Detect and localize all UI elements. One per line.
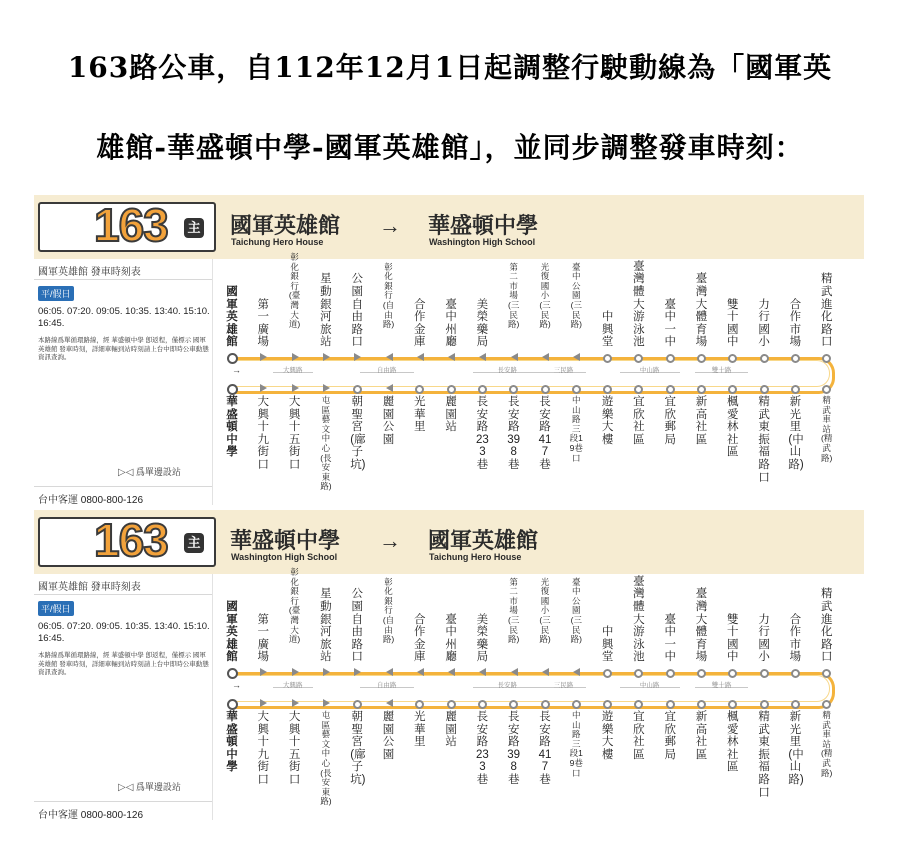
direction-marker-icon <box>511 668 518 676</box>
stop-name-top: 精武進化路口 <box>820 273 833 349</box>
stop-marker <box>760 700 769 709</box>
road-label: 三民路 <box>553 682 574 689</box>
operator-phone: 台中客運 0800-800-126 <box>38 810 144 821</box>
direction-marker-icon <box>354 353 361 361</box>
direction-marker-icon <box>260 668 267 676</box>
day-type-badge: 平/假日 <box>38 601 74 616</box>
stop-name-bottom: 華盛頓中學 <box>226 396 238 459</box>
stop-name-top: 合作市場 <box>789 613 802 664</box>
direction-marker-icon <box>386 699 393 707</box>
one-side-stop-icon: ▷◁ <box>118 782 134 793</box>
direction-marker-icon <box>479 668 486 676</box>
departure-times: 06:05. 07:20. 09:05. 10:35. 13:40. 15:10. 16:45. <box>38 621 210 644</box>
stop-name-bottom: 宜欣社區 <box>633 711 645 761</box>
stop-name-bottom: 新光里(中山路) <box>788 711 804 786</box>
stop-marker <box>697 669 706 678</box>
stop-name-bottom: 朝聖宮(廍子坑) <box>350 396 366 471</box>
stop-name-bottom: 大興十九街口 <box>257 711 270 786</box>
headline-line-1: 163路公車，自112年12月1日起調整行駛動線為「國軍英 <box>67 51 833 84</box>
stop-name-bottom: 遊樂大樓 <box>601 711 614 761</box>
stop-marker <box>603 354 612 363</box>
stop-marker <box>603 700 612 709</box>
direction-to-en: Washington High School <box>429 237 536 247</box>
stop-name-top: 雙十國中 <box>727 613 739 664</box>
stop-name-top: 第一廣場 <box>257 298 270 349</box>
stop-marker <box>697 700 706 709</box>
direction-to-en: Taichung Hero House <box>429 552 522 562</box>
stop-marker <box>478 385 487 394</box>
stop-name-bottom: 大興十九街口 <box>257 396 270 471</box>
stop-marker <box>822 385 831 394</box>
operator-footer <box>34 486 212 506</box>
stop-marker <box>822 669 831 678</box>
stop-name-bottom: 精武車站(精武路) <box>821 710 833 778</box>
stop-marker <box>791 669 800 678</box>
divider <box>34 594 212 595</box>
stop-marker <box>791 385 800 394</box>
start-arrow-icon: → <box>232 680 241 690</box>
direction-marker-icon <box>479 353 486 361</box>
direction-marker-icon <box>323 384 330 392</box>
stop-name-top: 第二市場(三民路) <box>508 576 520 645</box>
stop-name-bottom: 大興十五街口 <box>288 396 301 471</box>
stop-name-bottom: 大興十五街口 <box>288 711 301 786</box>
timetable-title: 國軍英雄館 發車時刻表 <box>38 267 141 278</box>
legend-label: 爲單邊設站 <box>135 467 181 477</box>
route-note: 本路線爲單循環路線，經 華盛頓中學 卽返程，僅標示 國軍英雄館 發車時刻，詳細車輛到站時刻請上台中即時公車動態資訊查詢。 <box>38 337 209 361</box>
stop-name-bottom: 長安路417巷 <box>538 711 552 786</box>
stop-marker <box>728 669 737 678</box>
stop-name-bottom: 精武車站(精武路) <box>821 395 833 463</box>
stop-name-top: 合作市場 <box>789 298 802 349</box>
stop-name-bottom: 朝聖宮(廍子坑) <box>350 711 366 786</box>
route-line-inner <box>232 360 830 387</box>
road-label: 雙十路 <box>711 682 732 689</box>
road-label: 長安路 <box>497 367 517 374</box>
road-label: 自由路 <box>376 682 397 689</box>
stop-name-top: 光復國小(三民路) <box>539 261 551 330</box>
stop-name-bottom: 長安路233巷 <box>475 711 489 786</box>
stop-marker <box>822 700 831 709</box>
stop-marker <box>634 700 643 709</box>
stop-marker <box>634 354 643 363</box>
stop-marker <box>728 700 737 709</box>
stop-name-top: 臺中州廳 <box>445 298 457 349</box>
stop-marker <box>227 699 238 710</box>
road-label: 雙十路 <box>711 367 732 374</box>
route-map <box>222 252 864 505</box>
stop-name-bottom: 精武東振福路口 <box>758 711 770 799</box>
timetable-column <box>34 574 213 820</box>
direction-marker-icon <box>573 668 580 676</box>
stop-marker <box>415 385 424 394</box>
stop-name-bottom: 華盛頓中學 <box>226 711 238 774</box>
stop-name-top: 公園自由路口 <box>351 273 363 349</box>
route-header <box>34 195 864 259</box>
stop-marker <box>603 385 612 394</box>
stop-marker <box>728 354 737 363</box>
route-line-inner <box>232 675 830 702</box>
timetable-column <box>34 259 213 505</box>
main-line-badge: 主 <box>184 218 204 238</box>
road-label: 長安路 <box>497 682 517 689</box>
direction-marker-icon <box>260 353 267 361</box>
day-type-badge: 平/假日 <box>38 286 74 301</box>
stop-marker <box>227 668 238 679</box>
stop-name-top: 臺中公園(三民路) <box>570 261 582 330</box>
stop-name-top: 彰化銀行(自由路) <box>382 576 395 645</box>
direction-to: 國軍英雄館 <box>428 528 539 553</box>
stop-name-bottom: 長安路398巷 <box>507 711 521 786</box>
stop-name-top: 合作金庫 <box>414 298 426 349</box>
stop-name-top: 彰化銀行(臺灣大道) <box>288 252 301 330</box>
legend <box>118 780 181 793</box>
stop-marker <box>353 385 362 394</box>
stop-name-top: 星動銀河旅站 <box>320 273 332 349</box>
stop-name-top: 美榮藥局 <box>476 298 489 349</box>
stop-name-top: 力行國小 <box>758 298 770 349</box>
direction-marker-icon <box>260 699 267 707</box>
direction-marker-icon <box>417 353 424 361</box>
direction-marker-icon <box>292 668 299 676</box>
road-label: 大興路 <box>283 682 303 689</box>
stop-name-bottom: 宜欣社區 <box>633 396 645 446</box>
stop-marker <box>415 700 424 709</box>
direction-marker-icon <box>542 668 549 676</box>
direction-marker-icon <box>292 384 299 392</box>
stop-marker <box>634 385 643 394</box>
divider <box>34 279 212 280</box>
direction-marker-icon <box>511 353 518 361</box>
stop-marker <box>697 385 706 394</box>
departure-times: 06:05. 07:20. 09:05. 10:35. 13:40. 15:10. 16:45. <box>38 306 210 329</box>
stop-marker <box>227 384 238 395</box>
stop-name-top: 臺灣大體育場 <box>695 273 708 349</box>
stop-marker <box>697 354 706 363</box>
route-panel-return <box>34 510 864 822</box>
direction-marker-icon <box>323 699 330 707</box>
route-note: 本路線爲單循環路線，經 華盛頓中學 卽返程，僅標示 國軍英雄館 發車時刻，詳細車輛到站時刻請上台中即時公車動態資訊查詢。 <box>38 652 209 676</box>
direction-marker-icon <box>386 384 393 392</box>
stop-name-bottom: 光華里 <box>414 711 426 749</box>
one-side-stop-icon: ▷◁ <box>118 467 134 478</box>
stop-marker <box>541 700 550 709</box>
stop-name-top: 臺中公園(三民路) <box>570 576 582 645</box>
direction-marker-icon <box>448 353 455 361</box>
route-number: 163 <box>94 514 168 566</box>
stop-marker <box>447 385 456 394</box>
legend-label: 爲單邊設站 <box>135 782 181 792</box>
stop-name-bottom: 屯區藝文中心(長安東路) <box>320 395 332 492</box>
direction-from-en: Taichung Hero House <box>231 237 324 247</box>
stop-marker <box>353 700 362 709</box>
stop-name-bottom: 長安路417巷 <box>538 396 552 471</box>
direction-marker-icon <box>417 668 424 676</box>
stop-name-bottom: 麗園站 <box>445 711 457 749</box>
legend <box>118 465 181 478</box>
stop-name-bottom: 中山路三段19巷口 <box>569 395 583 463</box>
stop-name-top: 臺中一中 <box>664 613 676 664</box>
direction-from-en: Washington High School <box>231 552 338 562</box>
road-label: 三民路 <box>553 367 574 374</box>
stop-marker <box>666 354 675 363</box>
stop-marker <box>791 700 800 709</box>
road-label: 大興路 <box>283 367 303 374</box>
stop-marker <box>666 700 675 709</box>
direction-marker-icon <box>292 699 299 707</box>
operator-footer <box>34 801 212 821</box>
stop-name-top: 光復國小(三民路) <box>539 576 551 645</box>
stop-marker <box>760 385 769 394</box>
operator-phone: 台中客運 0800-800-126 <box>38 495 144 506</box>
stop-name-bottom: 中山路三段19巷口 <box>569 710 583 778</box>
stop-marker <box>791 354 800 363</box>
stop-name-bottom: 楓愛林社區 <box>727 396 739 459</box>
start-arrow-icon: → <box>232 365 241 375</box>
route-number: 163 <box>94 199 168 251</box>
direction-marker-icon <box>542 353 549 361</box>
stop-name-bottom: 長安路398巷 <box>507 396 521 471</box>
main-line-badge: 主 <box>184 533 204 553</box>
stop-name-top: 雙十國中 <box>727 298 739 349</box>
direction-marker-icon <box>573 353 580 361</box>
stop-marker <box>572 700 581 709</box>
stop-name-top: 臺灣體大游泳池 <box>633 575 645 664</box>
stop-name-top: 臺灣大體育場 <box>695 588 708 664</box>
stop-name-top: 星動銀河旅站 <box>320 588 332 664</box>
stop-name-bottom: 光華里 <box>414 396 426 434</box>
stop-marker <box>822 354 831 363</box>
direction-marker-icon <box>448 668 455 676</box>
direction-marker-icon <box>354 668 361 676</box>
headline-line-2: 雄館-華盛頓中學-國軍英雄館」，並同步調整發車時刻： <box>96 131 804 164</box>
stop-name-top: 彰化銀行(臺灣大道) <box>288 567 301 645</box>
stop-name-bottom: 麗園公園 <box>382 711 395 761</box>
stop-name-top: 合作金庫 <box>414 613 426 664</box>
direction-arrow-icon: → <box>379 528 401 553</box>
stop-marker <box>509 700 518 709</box>
route-header <box>34 510 864 574</box>
stop-name-top: 國軍英雄館 <box>226 601 238 664</box>
stop-name-bottom: 長安路233巷 <box>475 396 489 471</box>
route-number-box <box>38 199 216 252</box>
stop-name-top: 彰化銀行(自由路) <box>382 261 395 330</box>
stop-name-bottom: 麗園公園 <box>382 396 395 446</box>
route-number-box <box>38 514 216 567</box>
direction-marker-icon <box>260 384 267 392</box>
direction-arrow-icon: → <box>379 213 401 238</box>
timetable-title: 國軍英雄館 發車時刻表 <box>38 582 141 593</box>
road-label: 中山路 <box>639 367 660 374</box>
stop-name-top: 中興堂 <box>601 626 614 664</box>
direction-marker-icon <box>386 353 393 361</box>
stop-marker <box>509 385 518 394</box>
stop-marker <box>728 385 737 394</box>
stop-marker <box>760 669 769 678</box>
stop-marker <box>666 669 675 678</box>
stop-marker <box>572 385 581 394</box>
stop-marker <box>227 353 238 364</box>
direction-to: 華盛頓中學 <box>428 213 539 238</box>
stop-name-bottom: 新高社區 <box>695 396 708 446</box>
stop-name-bottom: 新高社區 <box>695 711 708 761</box>
stop-name-top: 精武進化路口 <box>820 588 833 664</box>
road-label: 中山路 <box>639 682 660 689</box>
stop-name-bottom: 宜欣郵局 <box>664 711 676 761</box>
stop-name-top: 臺中一中 <box>664 298 676 349</box>
stop-name-top: 力行國小 <box>758 613 770 664</box>
direction-marker-icon <box>323 353 330 361</box>
road-label: 自由路 <box>376 367 397 374</box>
route-panel-outbound <box>34 195 864 505</box>
stop-name-top: 國軍英雄館 <box>226 286 238 349</box>
stop-marker <box>603 669 612 678</box>
stop-name-bottom: 遊樂大樓 <box>601 396 614 446</box>
stop-name-top: 公園自由路口 <box>351 588 363 664</box>
stop-name-top: 第二市場(三民路) <box>508 261 520 330</box>
stop-marker <box>541 385 550 394</box>
direction-marker-icon <box>292 353 299 361</box>
stop-marker <box>478 700 487 709</box>
stop-name-bottom: 宜欣郵局 <box>664 396 676 446</box>
stop-marker <box>666 385 675 394</box>
stop-name-bottom: 新光里(中山路) <box>788 396 804 471</box>
stop-name-top: 臺中州廳 <box>445 613 457 664</box>
stop-marker <box>760 354 769 363</box>
stop-marker <box>634 669 643 678</box>
direction-from: 國軍英雄館 <box>230 213 341 238</box>
stop-name-bottom: 麗園站 <box>445 396 457 434</box>
direction-marker-icon <box>386 668 393 676</box>
direction-from: 華盛頓中學 <box>230 528 341 553</box>
stop-name-bottom: 楓愛林社區 <box>727 711 739 774</box>
stop-name-top: 美榮藥局 <box>476 613 489 664</box>
stop-name-top: 中興堂 <box>601 311 614 349</box>
stop-name-top: 第一廣場 <box>257 613 270 664</box>
stop-marker <box>447 700 456 709</box>
stop-name-bottom: 精武東振福路口 <box>758 396 770 484</box>
route-map <box>222 567 864 820</box>
stop-name-top: 臺灣體大游泳池 <box>633 260 645 349</box>
direction-marker-icon <box>323 668 330 676</box>
stop-name-bottom: 屯區藝文中心(長安東路) <box>320 710 332 807</box>
